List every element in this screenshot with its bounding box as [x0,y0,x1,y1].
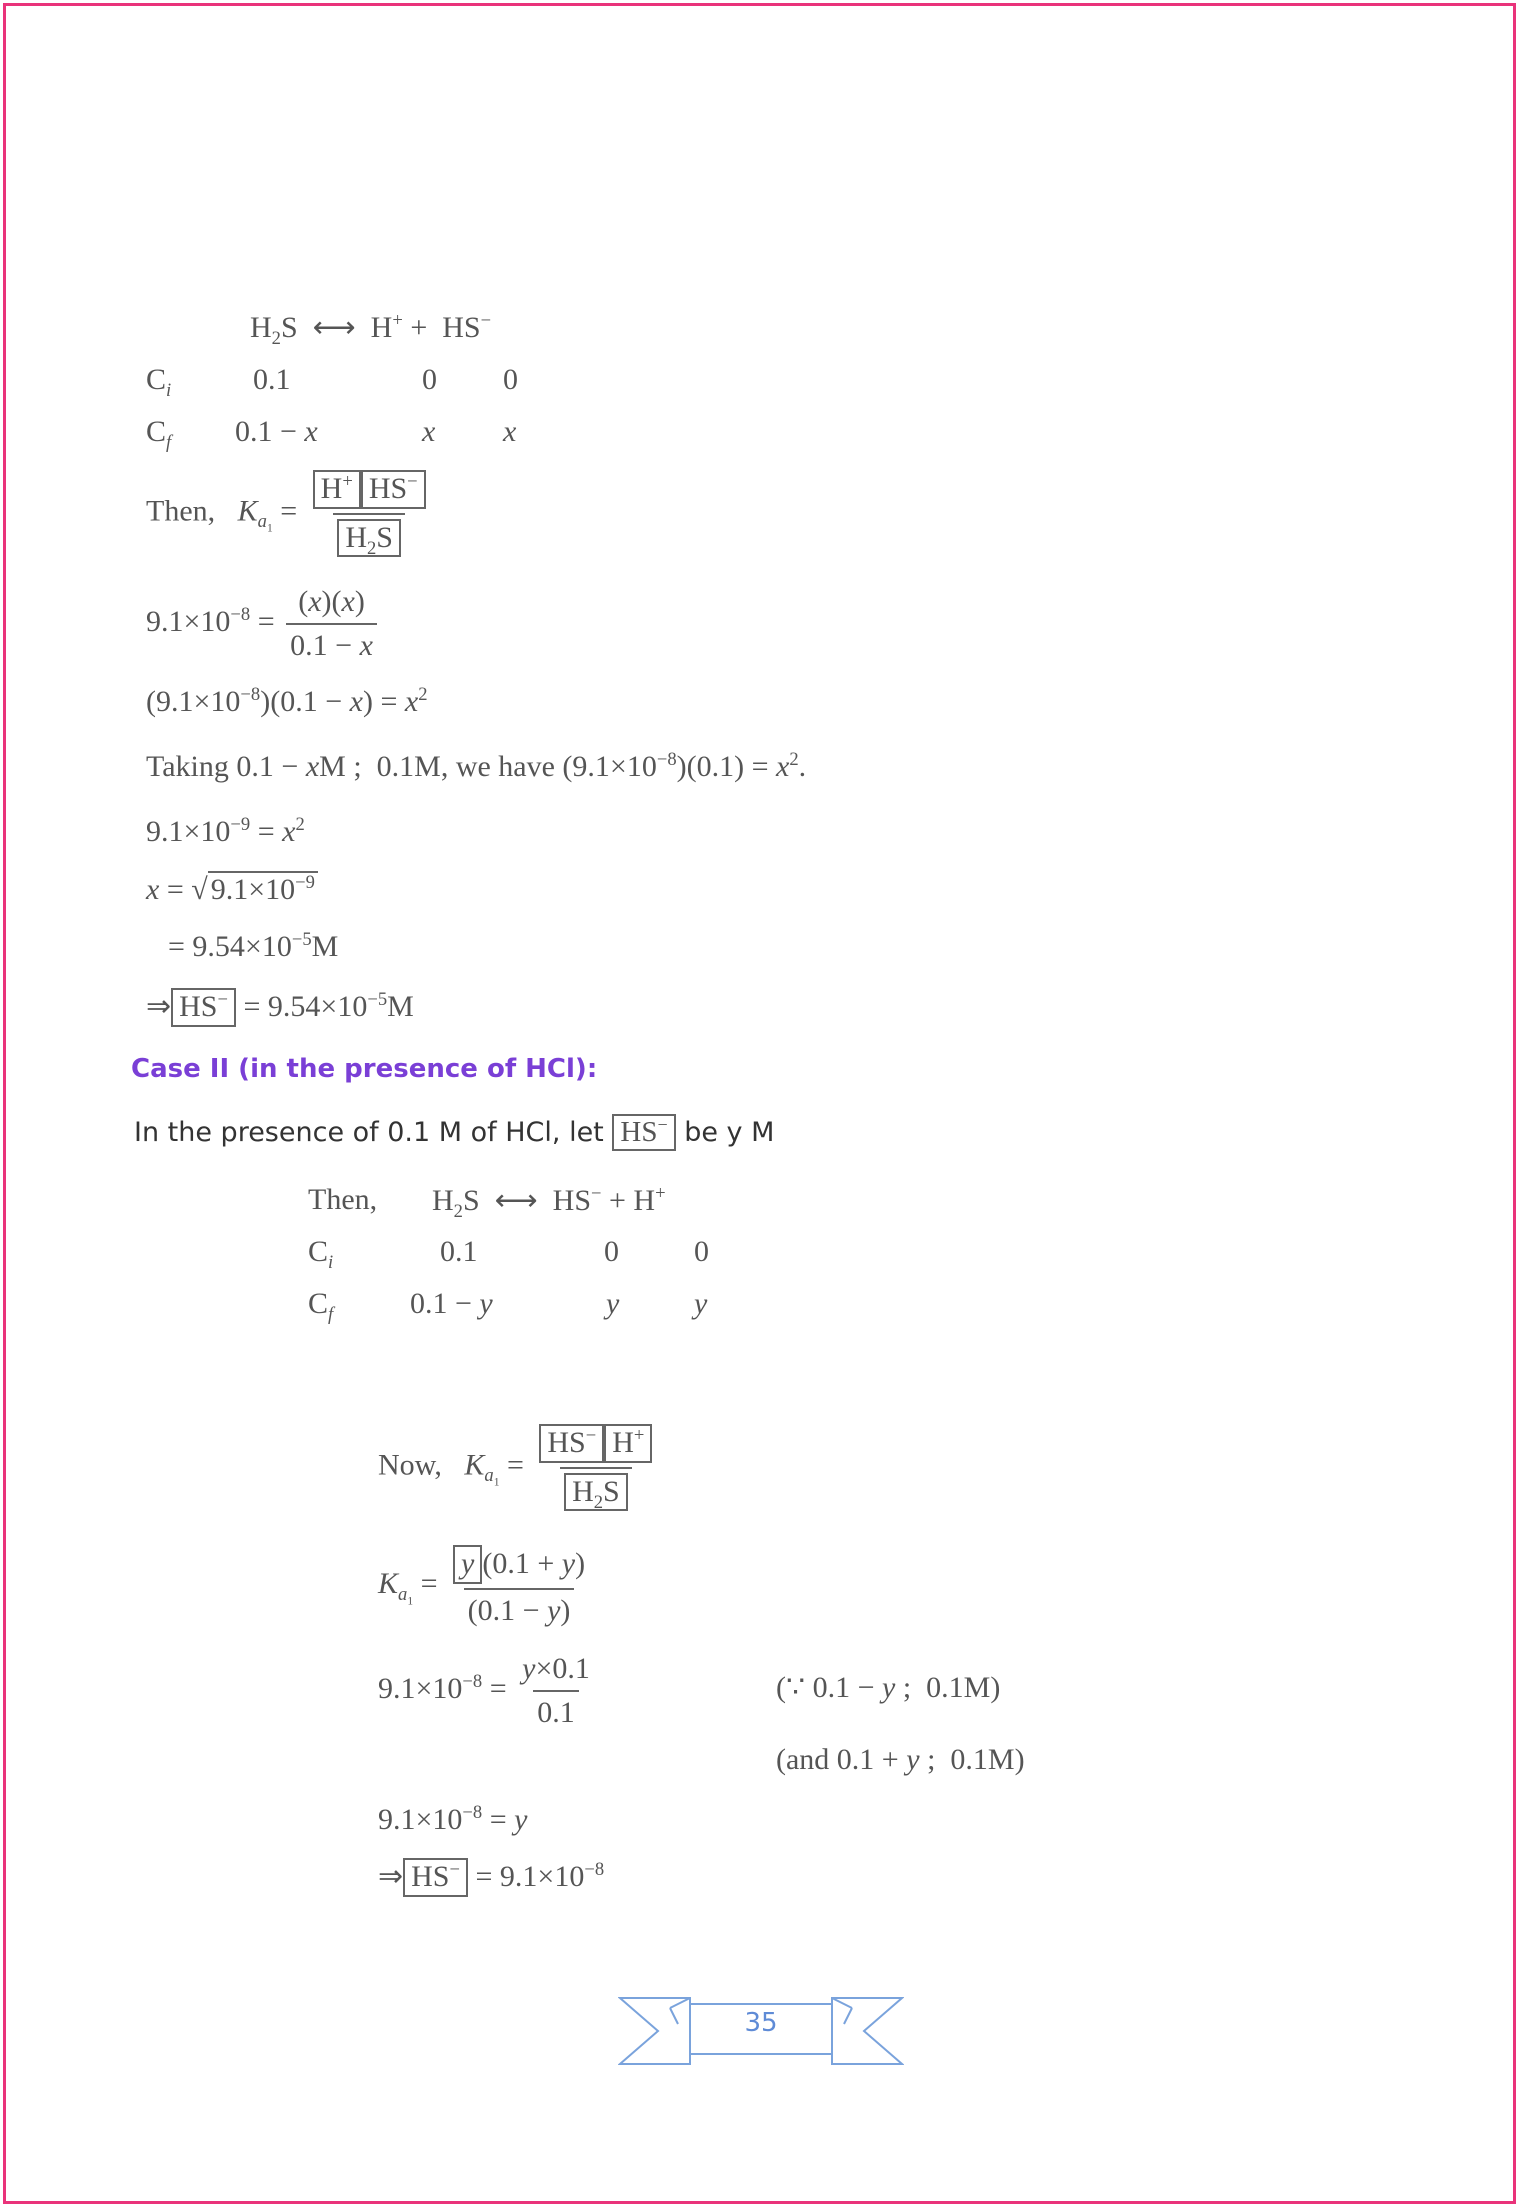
case2-heading: Case II (in the presence of HCl): [131,1054,598,1084]
case2-intro: In the presence of 0.1 M of HCl, let HS− be y M [134,1114,774,1151]
case2-cf-label: $C_f$ [308,1287,334,1325]
case1-ci-value: 0.1 [253,363,291,396]
case1-approximation: Taking 0.1 − xM ; 0.1M, we have $(9.1\times 10^{-8})(0.1) = x^2$. [146,749,807,783]
case2-ka-expression: Now, $K_{a_1}$ = $\frac{HS^- H^+}{H_2S}$ [378,1424,660,1511]
case2-equation-1: $9.1\times 10^{-8}$ = $\frac{y\times 0.1}{0.1}$ [378,1652,590,1729]
case2-reaction: $H_2S$ ⟷ HS− + H+ [432,1183,666,1222]
case2-equation-2: $9.1\times 10^{-8} = y$ [378,1802,528,1836]
page-number: 35 [744,2008,778,2038]
case1-ci-value: 0 [422,363,437,396]
case1-ka-expression: Then, $K_{a_1}$ = $\frac{H^+ HS^-}{H_2S}$ [146,470,434,557]
page-number-badge [618,1994,904,2066]
intro-bracket-hs: HS− [612,1114,675,1151]
case1-equation-5: = $9.54\times 10^{-5}M$ [168,929,339,963]
case1-cf-label: $C_f$ [146,415,172,453]
case1-equation-2: $(9.1\times 10^{-8})(0.1 - x) = x^2$ [146,684,428,718]
case2-cf-value: 0.1 − y [410,1287,493,1320]
case2-cf-value: y [694,1287,708,1320]
case2-ci-value: 0 [694,1235,709,1268]
page-border [3,3,1516,2204]
case1-ci-label: $C_i$ [146,363,172,401]
case1-cf-value: x [422,415,436,448]
case2-ka-substituted: $K_{a_1}$ = $\frac{y (0.1 + y)}{(0.1 - y)}$ [378,1547,586,1627]
case1-cf-value: x [503,415,517,448]
case2-note-1: (∵ 0.1 − y ; 0.1M) [776,1671,1001,1704]
case1-equation-1: $9.1\times 10^{-8}$ = $\frac{(x)(x)}{0.1 - x}$ [146,585,381,663]
case2-note-2: (and 0.1 + y ; 0.1M) [776,1743,1025,1776]
case1-ci-value: 0 [503,363,518,396]
case1-equation-4: x = √ $9.1\times 10^{-9}$ [146,873,318,907]
case2-cf-value: y [606,1287,620,1320]
case2-ci-value: 0 [604,1235,619,1268]
case2-then-label: Then, [308,1183,378,1216]
case1-cf-value: 0.1 − x [235,415,318,448]
case2-ci-label: $C_i$ [308,1235,334,1273]
case2-result: ⇒ $HS^- = 9.1\times 10^{-8}$ [378,1858,604,1897]
case1-equation-3: $9.1\times 10^{-9} = x^2$ [146,814,305,848]
case1-reaction: $H_2S$ ⟷ H+ + HS− [250,310,492,349]
case2-ci-value: 0.1 [440,1235,478,1268]
case1-result: ⇒ $HS^- = 9.54\times 10^{-5}M$ [146,988,414,1027]
